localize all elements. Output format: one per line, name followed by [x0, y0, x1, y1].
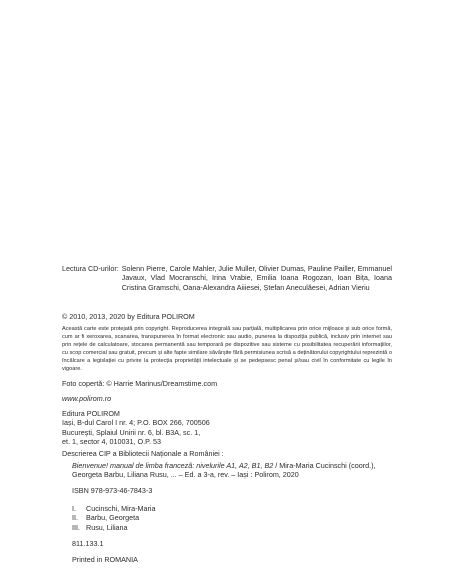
printed-in: Printed in ROMANIA: [72, 555, 138, 564]
cover-photo-credit: Foto copertă: © Harrie Marinus/Dreamstime.com: [62, 379, 218, 388]
cip-title: Descrierea CIP a Bibliotecii Naționale a României :: [62, 449, 224, 458]
cd-readers-label: Lectura CD-urilor:: [62, 264, 119, 273]
cip-author-number: I.: [72, 504, 76, 513]
cip-book-title: Bienvenue! manual de limba franceză: nivelurile A1, A2, B1, B2: [72, 461, 274, 470]
publisher-website: www.polirom.ro: [62, 394, 112, 403]
cip-author-name: Rusu, Liliana: [86, 522, 128, 532]
cip-entry-line-2: Georgeta Barbu, Liliana Rusu, ... – Ed. a 3-a, rev. – Iași : Polirom, 2020: [72, 470, 299, 480]
cip-author-number: III.: [72, 522, 80, 532]
cip-entry: [72, 461, 392, 480]
cip-entry-line-1: [72, 461, 392, 470]
cip-classification: 811.133.1: [72, 539, 104, 548]
publisher-address-line-2: București, Splaiul Unirii nr. 6, bl. B3A, sc. 1,: [62, 427, 201, 437]
publisher-address-line-3: et. 1, sector 4, 010031, O.P. 53: [62, 437, 161, 447]
cip-author-number: II.: [72, 513, 78, 523]
cd-readers: [62, 264, 392, 292]
publisher-name: Editura POLIROM: [62, 409, 120, 418]
cip-author-row: [72, 513, 392, 522]
copyright-line: © 2010, 2013, 2020 by Editura POLIROM: [62, 312, 195, 321]
cip-author-row: [72, 504, 392, 513]
cip-author-row: [72, 523, 392, 532]
cip-author-name: Barbu, Georgeta: [86, 513, 140, 523]
copyright-notice: Această carte este protejată prin copyright. Reproducerea integrală sau parțială, multiplicarea prin orice mijloace și sub orice formă, cum ar fi xeroxarea, scanarea, transpunerea în format electronic sau audio, punerea la dispoziția publică, inclusiv prin internet sau prin rețele de calculatoare, stocarea permanentă sau temporară pe dispozitive sau sisteme cu posibilitatea recuperării informațiilor, cu scop comercial sau gratuit, precum și alte fapte similare săvârșite fără permisiunea scrisă a deținătorului copyrightului reprezintă o încălcare a legislației cu privire la protecția proprietății intelectuale și se pedepsesc penal și/sau civil în conformitate cu legile în vigoare.: [62, 326, 392, 372]
publisher-address-line-1: Iași, B-dul Carol I nr. 4; P.O. BOX 266, 700506: [62, 418, 210, 428]
cd-readers-names: Solenn Pierre, Carole Mahler, Julie Muller, Olivier Dumas, Pauline Pailler, Emmanuel Javaux, Vlad Mocranschi, Irina Vrabie, Emilia Ioana Rogozan, Ioan Bița, Ioana Cristina Gramschi, Oana-Alexandra Aiiiesei, Ștefan Aneculăesei, Adrian Vieriu: [121, 264, 392, 292]
isbn: ISBN 978-973-46-7843-3: [72, 486, 153, 495]
cip-authors: [72, 504, 392, 532]
publisher-address: [62, 409, 392, 447]
cip-responsibility: / Mira-Maria Cucinschi (coord.),: [273, 461, 376, 470]
cip-author-name: Cucinschi, Mira-Maria: [86, 504, 156, 513]
